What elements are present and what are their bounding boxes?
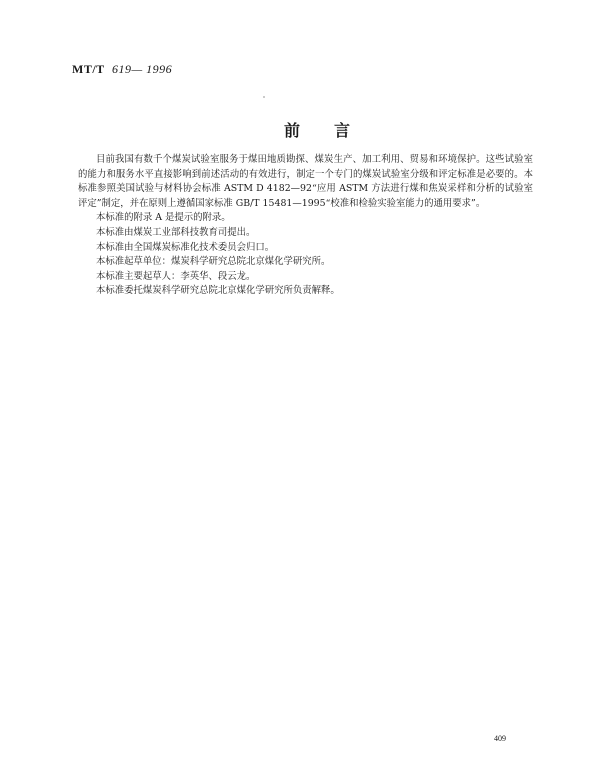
standard-code [72, 62, 172, 77]
scan-speck [263, 96, 265, 98]
foreword-paragraph: 本标准主要起草人：李英华、段云龙。 [96, 270, 256, 282]
foreword-body [78, 153, 533, 299]
foreword-paragraph: 本标准由全国煤炭标准化技术委员会归口。 [96, 241, 275, 253]
foreword-paragraph: 目前我国有数千个煤炭试验室服务于煤田地质勘探、煤炭生产、加工利用、贸易和环境保护。这些试验室的能力和服务水平直接影响到前述活动的有效进行，制定一个专门的煤炭试验室分级和评定标准是必要的。本标准参照美国试验与材料协会标准 ASTM D 4182—92“应用 ASTM 方法进行煤和焦炭采样和分析的试验室评定”制定，并在原则上遵循国家标准 GB/T 15481—1995“校准和检验实验室能力的通用要求”。 [78, 154, 533, 209]
standard-number: 619— 1996 [111, 62, 173, 76]
foreword-paragraph: 本标准委托煤炭科学研究总院北京煤化学研究所负责解释。 [96, 285, 340, 297]
foreword-paragraph: 本标准的附录 A 是提示的附录。 [96, 212, 231, 224]
page-title: 前言 [283, 121, 384, 140]
standard-prefix: MT/T [72, 62, 105, 76]
foreword-paragraph: 本标准由煤炭工业部科技教育司提出。 [96, 226, 256, 238]
foreword-paragraph: 本标准起草单位：煤炭科学研究总院北京煤化学研究所。 [96, 256, 331, 268]
page-number: 409 [494, 734, 506, 743]
